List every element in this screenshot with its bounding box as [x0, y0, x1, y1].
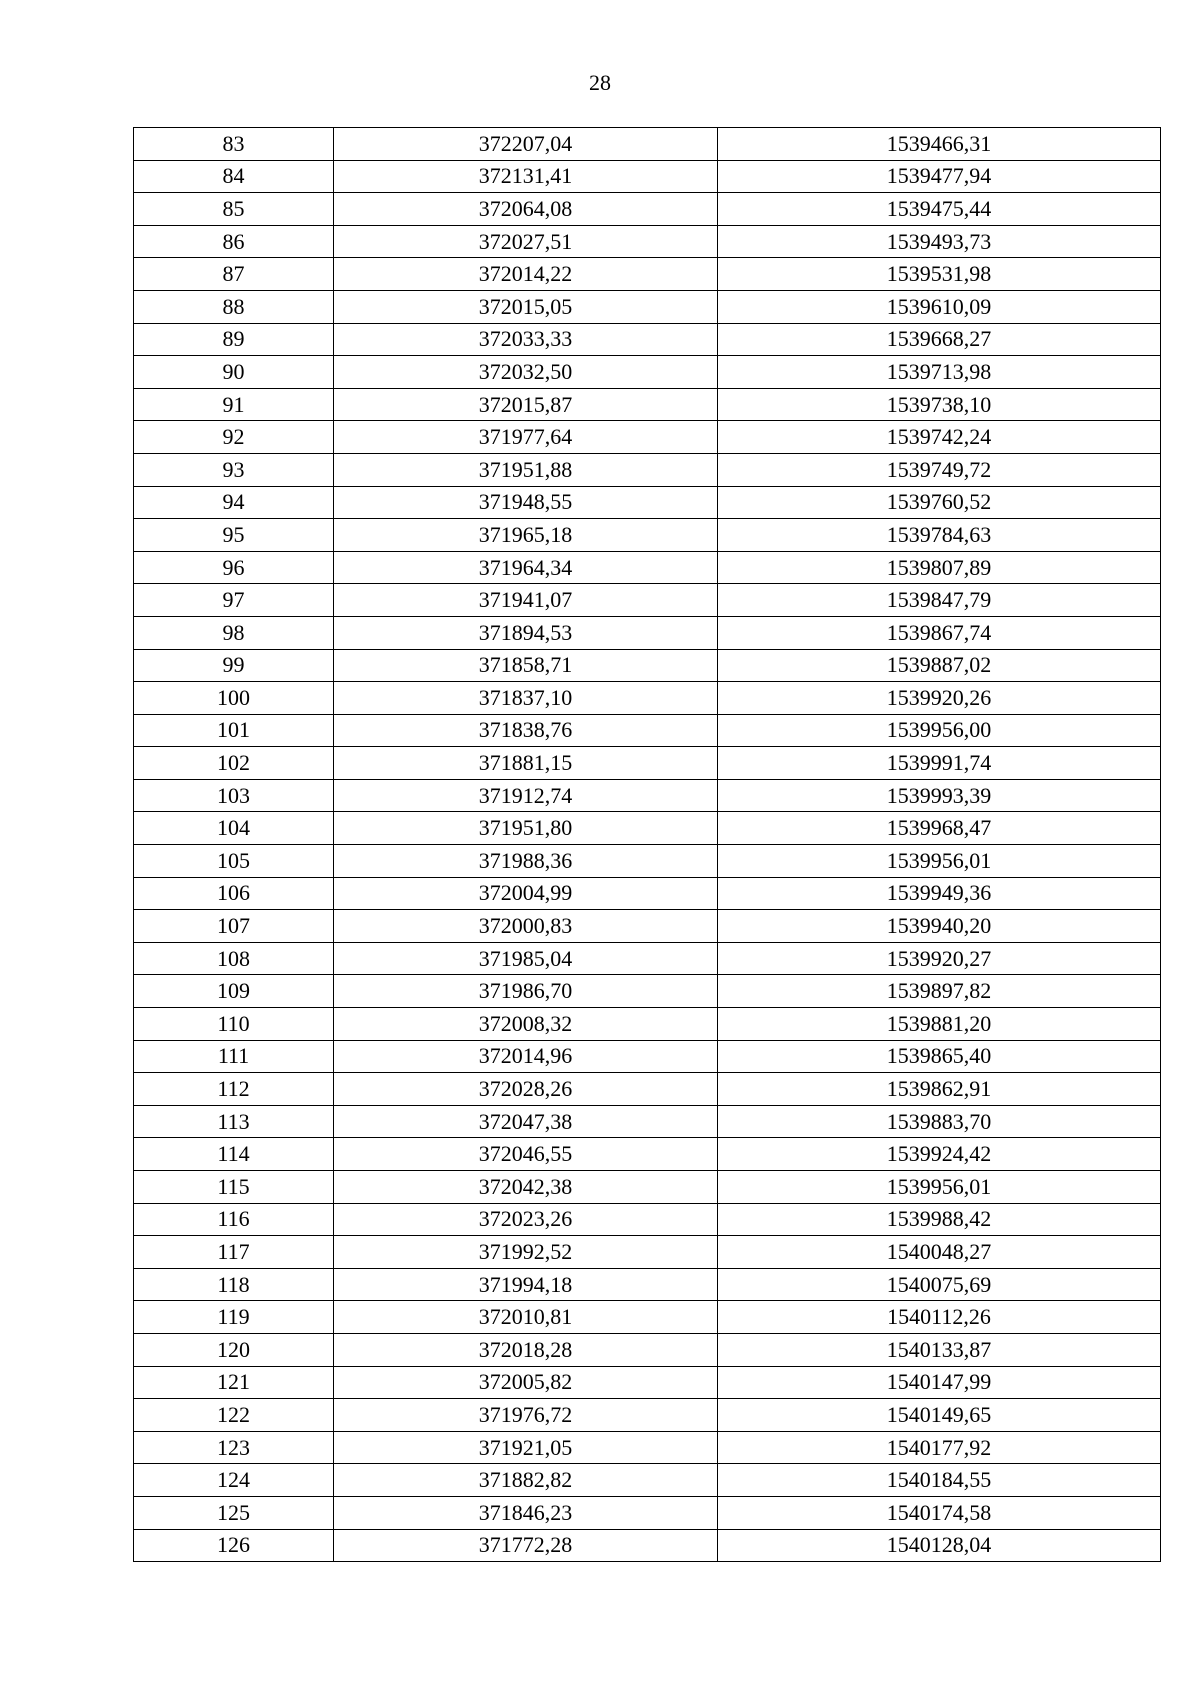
- point-number-cell: 105: [134, 845, 334, 878]
- x-coordinate-cell: 372064,08: [334, 193, 718, 226]
- x-coordinate-cell: 371838,76: [334, 714, 718, 747]
- table-row: [134, 1073, 1161, 1106]
- x-coordinate-cell: 372015,05: [334, 290, 718, 323]
- y-coordinate-cell: 1539920,26: [718, 682, 1161, 715]
- point-number-cell: 92: [134, 421, 334, 454]
- y-coordinate-cell: 1539940,20: [718, 910, 1161, 943]
- x-coordinate-cell: 372046,55: [334, 1138, 718, 1171]
- y-coordinate-cell: 1539713,98: [718, 356, 1161, 389]
- table-row: [134, 779, 1161, 812]
- point-number-cell: 109: [134, 975, 334, 1008]
- table-row: [134, 1464, 1161, 1497]
- point-number-cell: 106: [134, 877, 334, 910]
- table-row: [134, 910, 1161, 943]
- x-coordinate-cell: 371772,28: [334, 1529, 718, 1562]
- y-coordinate-cell: 1539865,40: [718, 1040, 1161, 1073]
- y-coordinate-cell: 1539742,24: [718, 421, 1161, 454]
- table-row: [134, 877, 1161, 910]
- x-coordinate-cell: 372033,33: [334, 323, 718, 356]
- x-coordinate-cell: 372014,22: [334, 258, 718, 291]
- table-row: [134, 616, 1161, 649]
- table-row: [134, 1105, 1161, 1138]
- table-row: [134, 1529, 1161, 1562]
- point-number-cell: 101: [134, 714, 334, 747]
- point-number-cell: 125: [134, 1496, 334, 1529]
- point-number-cell: 91: [134, 388, 334, 421]
- x-coordinate-cell: 372032,50: [334, 356, 718, 389]
- table-row: [134, 356, 1161, 389]
- x-coordinate-cell: 371965,18: [334, 519, 718, 552]
- point-number-cell: 87: [134, 258, 334, 291]
- x-coordinate-cell: 371951,88: [334, 453, 718, 486]
- x-coordinate-cell: 371951,80: [334, 812, 718, 845]
- y-coordinate-cell: 1539887,02: [718, 649, 1161, 682]
- y-coordinate-cell: 1540149,65: [718, 1399, 1161, 1432]
- x-coordinate-cell: 372008,32: [334, 1008, 718, 1041]
- y-coordinate-cell: 1539475,44: [718, 193, 1161, 226]
- y-coordinate-cell: 1539477,94: [718, 160, 1161, 193]
- table-row: [134, 1203, 1161, 1236]
- point-number-cell: 110: [134, 1008, 334, 1041]
- table-row: [134, 1138, 1161, 1171]
- point-number-cell: 103: [134, 779, 334, 812]
- point-number-cell: 90: [134, 356, 334, 389]
- x-coordinate-cell: 371976,72: [334, 1399, 718, 1432]
- point-number-cell: 97: [134, 584, 334, 617]
- point-number-cell: 112: [134, 1073, 334, 1106]
- coordinates-table-body: [134, 128, 1161, 1562]
- x-coordinate-cell: 372042,38: [334, 1171, 718, 1204]
- coordinates-table: [133, 127, 1161, 1562]
- y-coordinate-cell: 1540147,99: [718, 1366, 1161, 1399]
- table-row: [134, 714, 1161, 747]
- point-number-cell: 126: [134, 1529, 334, 1562]
- point-number-cell: 124: [134, 1464, 334, 1497]
- point-number-cell: 100: [134, 682, 334, 715]
- point-number-cell: 115: [134, 1171, 334, 1204]
- point-number-cell: 121: [134, 1366, 334, 1399]
- x-coordinate-cell: 371912,74: [334, 779, 718, 812]
- table-row: [134, 1008, 1161, 1041]
- y-coordinate-cell: 1539897,82: [718, 975, 1161, 1008]
- y-coordinate-cell: 1539749,72: [718, 453, 1161, 486]
- point-number-cell: 95: [134, 519, 334, 552]
- table-row: [134, 486, 1161, 519]
- point-number-cell: 83: [134, 128, 334, 161]
- table-row: [134, 1268, 1161, 1301]
- y-coordinate-cell: 1539920,27: [718, 942, 1161, 975]
- y-coordinate-cell: 1540177,92: [718, 1431, 1161, 1464]
- table-row: [134, 845, 1161, 878]
- table-row: [134, 193, 1161, 226]
- table-row: [134, 453, 1161, 486]
- x-coordinate-cell: 372027,51: [334, 225, 718, 258]
- x-coordinate-cell: 371881,15: [334, 747, 718, 780]
- x-coordinate-cell: 371941,07: [334, 584, 718, 617]
- x-coordinate-cell: 371948,55: [334, 486, 718, 519]
- point-number-cell: 96: [134, 551, 334, 584]
- x-coordinate-cell: 371988,36: [334, 845, 718, 878]
- point-number-cell: 88: [134, 290, 334, 323]
- y-coordinate-cell: 1540133,87: [718, 1333, 1161, 1366]
- y-coordinate-cell: 1540128,04: [718, 1529, 1161, 1562]
- x-coordinate-cell: 372014,96: [334, 1040, 718, 1073]
- x-coordinate-cell: 371858,71: [334, 649, 718, 682]
- y-coordinate-cell: 1539956,01: [718, 1171, 1161, 1204]
- y-coordinate-cell: 1539956,00: [718, 714, 1161, 747]
- y-coordinate-cell: 1539466,31: [718, 128, 1161, 161]
- x-coordinate-cell: 371846,23: [334, 1496, 718, 1529]
- x-coordinate-cell: 371894,53: [334, 616, 718, 649]
- table-row: [134, 1040, 1161, 1073]
- y-coordinate-cell: 1539610,09: [718, 290, 1161, 323]
- point-number-cell: 123: [134, 1431, 334, 1464]
- y-coordinate-cell: 1539862,91: [718, 1073, 1161, 1106]
- y-coordinate-cell: 1539760,52: [718, 486, 1161, 519]
- x-coordinate-cell: 372023,26: [334, 1203, 718, 1236]
- table-row: [134, 1236, 1161, 1269]
- point-number-cell: 116: [134, 1203, 334, 1236]
- x-coordinate-cell: 371837,10: [334, 682, 718, 715]
- x-coordinate-cell: 372131,41: [334, 160, 718, 193]
- y-coordinate-cell: 1539867,74: [718, 616, 1161, 649]
- point-number-cell: 111: [134, 1040, 334, 1073]
- point-number-cell: 113: [134, 1105, 334, 1138]
- page-number: 28: [589, 70, 611, 95]
- x-coordinate-cell: 372000,83: [334, 910, 718, 943]
- y-coordinate-cell: 1540174,58: [718, 1496, 1161, 1529]
- table-row: [134, 1399, 1161, 1432]
- x-coordinate-cell: 371921,05: [334, 1431, 718, 1464]
- point-number-cell: 114: [134, 1138, 334, 1171]
- y-coordinate-cell: 1539784,63: [718, 519, 1161, 552]
- point-number-cell: 118: [134, 1268, 334, 1301]
- table-row: [134, 258, 1161, 291]
- table-row: [134, 290, 1161, 323]
- y-coordinate-cell: 1539949,36: [718, 877, 1161, 910]
- table-row: [134, 1333, 1161, 1366]
- point-number-cell: 122: [134, 1399, 334, 1432]
- point-number-cell: 86: [134, 225, 334, 258]
- table-row: [134, 519, 1161, 552]
- table-row: [134, 942, 1161, 975]
- point-number-cell: 98: [134, 616, 334, 649]
- point-number-cell: 117: [134, 1236, 334, 1269]
- table-row: [134, 128, 1161, 161]
- point-number-cell: 99: [134, 649, 334, 682]
- x-coordinate-cell: 371882,82: [334, 1464, 718, 1497]
- y-coordinate-cell: 1539993,39: [718, 779, 1161, 812]
- table-row: [134, 551, 1161, 584]
- y-coordinate-cell: 1539883,70: [718, 1105, 1161, 1138]
- point-number-cell: 93: [134, 453, 334, 486]
- x-coordinate-cell: 372047,38: [334, 1105, 718, 1138]
- x-coordinate-cell: 372018,28: [334, 1333, 718, 1366]
- point-number-cell: 94: [134, 486, 334, 519]
- point-number-cell: 119: [134, 1301, 334, 1334]
- x-coordinate-cell: 372207,04: [334, 128, 718, 161]
- point-number-cell: 120: [134, 1333, 334, 1366]
- point-number-cell: 89: [134, 323, 334, 356]
- y-coordinate-cell: 1539956,01: [718, 845, 1161, 878]
- table-row: [134, 160, 1161, 193]
- x-coordinate-cell: 372005,82: [334, 1366, 718, 1399]
- y-coordinate-cell: 1539924,42: [718, 1138, 1161, 1171]
- point-number-cell: 85: [134, 193, 334, 226]
- table-row: [134, 323, 1161, 356]
- point-number-cell: 107: [134, 910, 334, 943]
- point-number-cell: 84: [134, 160, 334, 193]
- y-coordinate-cell: 1540075,69: [718, 1268, 1161, 1301]
- x-coordinate-cell: 372004,99: [334, 877, 718, 910]
- x-coordinate-cell: 372015,87: [334, 388, 718, 421]
- table-row: [134, 225, 1161, 258]
- y-coordinate-cell: 1540112,26: [718, 1301, 1161, 1334]
- table-row: [134, 975, 1161, 1008]
- y-coordinate-cell: 1539847,79: [718, 584, 1161, 617]
- x-coordinate-cell: 371985,04: [334, 942, 718, 975]
- table-row: [134, 747, 1161, 780]
- table-row: [134, 1171, 1161, 1204]
- y-coordinate-cell: 1539988,42: [718, 1203, 1161, 1236]
- y-coordinate-cell: 1539807,89: [718, 551, 1161, 584]
- table-row: [134, 1301, 1161, 1334]
- point-number-cell: 102: [134, 747, 334, 780]
- table-row: [134, 1431, 1161, 1464]
- table-row: [134, 1366, 1161, 1399]
- x-coordinate-cell: 371964,34: [334, 551, 718, 584]
- table-row: [134, 388, 1161, 421]
- table-row: [134, 682, 1161, 715]
- point-number-cell: 104: [134, 812, 334, 845]
- y-coordinate-cell: 1539493,73: [718, 225, 1161, 258]
- table-row: [134, 1496, 1161, 1529]
- x-coordinate-cell: 371977,64: [334, 421, 718, 454]
- x-coordinate-cell: 371992,52: [334, 1236, 718, 1269]
- table-row: [134, 421, 1161, 454]
- y-coordinate-cell: 1539968,47: [718, 812, 1161, 845]
- y-coordinate-cell: 1539991,74: [718, 747, 1161, 780]
- x-coordinate-cell: 371994,18: [334, 1268, 718, 1301]
- point-number-cell: 108: [134, 942, 334, 975]
- y-coordinate-cell: 1539668,27: [718, 323, 1161, 356]
- y-coordinate-cell: 1539738,10: [718, 388, 1161, 421]
- y-coordinate-cell: 1540184,55: [718, 1464, 1161, 1497]
- table-row: [134, 649, 1161, 682]
- x-coordinate-cell: 372028,26: [334, 1073, 718, 1106]
- x-coordinate-cell: 372010,81: [334, 1301, 718, 1334]
- y-coordinate-cell: 1539531,98: [718, 258, 1161, 291]
- y-coordinate-cell: 1539881,20: [718, 1008, 1161, 1041]
- table-row: [134, 812, 1161, 845]
- y-coordinate-cell: 1540048,27: [718, 1236, 1161, 1269]
- x-coordinate-cell: 371986,70: [334, 975, 718, 1008]
- table-row: [134, 584, 1161, 617]
